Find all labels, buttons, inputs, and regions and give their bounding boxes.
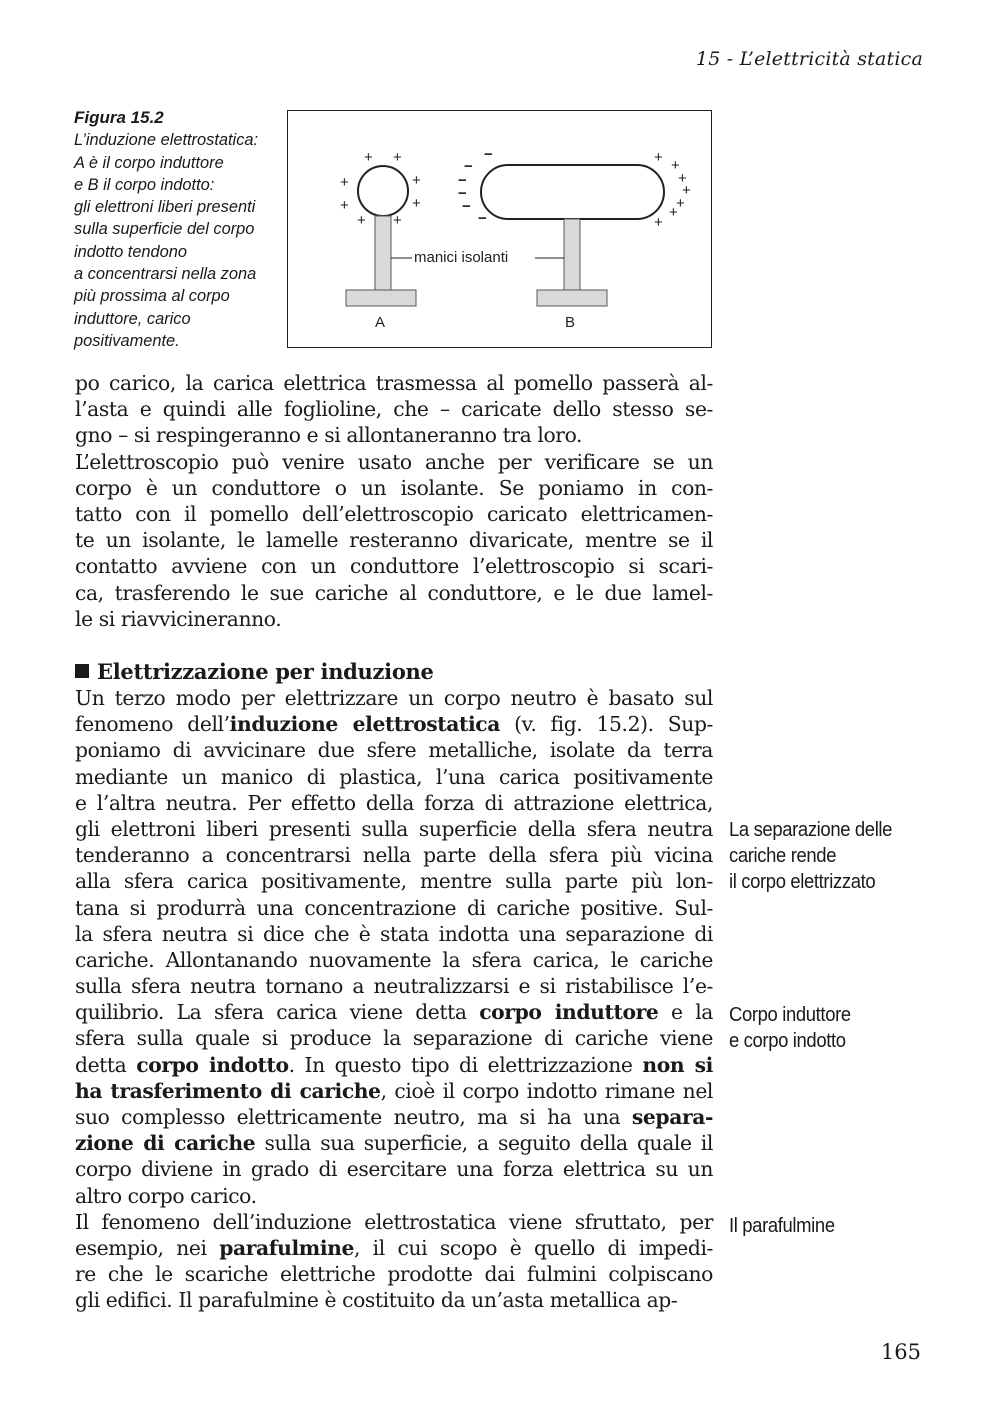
caption-line: indotto tendono	[74, 242, 188, 261]
text-segment: sfera sulla quale si produce la separazione di cariche viene	[75, 1026, 713, 1051]
minus-charge: −	[464, 158, 473, 175]
text-line: po carico, la carica elettrica trasmessa al pomello passerà al-	[75, 371, 713, 395]
text-line	[75, 868, 713, 894]
margin-note-line: La separazione delle	[729, 818, 893, 841]
minus-charge: −	[458, 172, 467, 189]
section-heading	[75, 659, 434, 684]
margin-note-separation	[729, 817, 892, 896]
text-segment: corpo diviene in grado di esercitare una forza elettrica su un	[75, 1157, 713, 1182]
margin-note-line: il corpo elettrizzato	[729, 870, 876, 894]
text-segment: re che le scariche elettriche prodotte dai fulmini colpiscano	[75, 1262, 713, 1287]
base-b	[537, 290, 607, 306]
plus-charge: +	[393, 212, 402, 229]
text-segment: gli elettroni liberi presenti sulla superficie della sfera neutra	[75, 816, 713, 841]
text-line: corpo è un conduttore o un isolante. Se poniamo in con-	[75, 475, 713, 500]
induced-body	[481, 165, 664, 219]
text-line: tatto con il pomello dell’elettroscopio caricato elettricamen-	[75, 501, 713, 526]
text-line: l’asta e quindi alle foglioline, che – caricate dello stesso se-	[75, 397, 713, 422]
text-line	[75, 1235, 713, 1261]
bold-term: non si	[642, 1052, 713, 1077]
text-segment: alla sfera carica positivamente, mentre sulla parte più lon-	[75, 869, 713, 894]
bold-term: parafulmine	[219, 1235, 354, 1260]
text-segment: mediante un manico di plastica, l’una carica positivamente	[75, 764, 713, 789]
text-line: le si riavvicineranno.	[75, 606, 282, 631]
text-segment: tenderanno a concentrarsi nella parte della sfera più vicina	[75, 843, 713, 868]
margin-note-line: Corpo induttore	[729, 1003, 851, 1026]
plus-charge: +	[676, 195, 685, 212]
plus-charge: +	[340, 197, 349, 214]
bold-term: zione di cariche	[75, 1131, 256, 1156]
induction-diagram	[288, 111, 713, 349]
margin-note-inductor	[729, 1002, 851, 1054]
text-segment: fenomeno dell’	[75, 712, 230, 737]
section-heading-text: Elettrizzazione per induzione	[97, 659, 434, 684]
text-segment: Il fenomeno dell’induzione elettrostatica viene sfruttato, per	[75, 1209, 713, 1234]
text-line: L’elettroscopio può venire usato anche per verificare se un	[75, 449, 713, 474]
plus-charge: +	[671, 157, 680, 174]
text-segment: (v. fig. 15.2). Sup-	[499, 712, 714, 737]
caption-line: A è il corpo induttore	[74, 153, 224, 172]
text-segment: sulla sfera neutra tornano a neutralizzarsi e si ristabilisce l’e-	[75, 974, 713, 999]
text-line	[75, 711, 713, 737]
caption-line: e B il corpo indotto:	[74, 175, 215, 194]
running-head: 15 - L’elettricità statica	[695, 48, 923, 70]
bold-term: separa-	[631, 1105, 713, 1129]
text-line	[75, 842, 713, 868]
bold-term: corpo induttore	[479, 1000, 659, 1025]
caption-line: gli elettroni liberi presenti	[74, 198, 256, 217]
caption-line: sulla superficie del corpo	[74, 220, 255, 239]
margin-note-line: Il parafulmine	[729, 1214, 835, 1237]
text-segment: Un terzo modo per elettrizzare un corpo neutro è basato sul	[75, 686, 713, 710]
text-line	[75, 1025, 713, 1051]
minus-charge: −	[484, 146, 493, 163]
insulating-handles-label: manici isolanti	[414, 249, 509, 266]
text-line: te un isolante, le lamelle resteranno divaricate, mentre se il	[75, 528, 713, 553]
plus-charge: +	[654, 214, 663, 231]
text-line	[75, 816, 713, 842]
minus-charge: −	[462, 198, 471, 215]
text-line	[75, 1209, 713, 1235]
margin-note-lightning-rod	[729, 1213, 835, 1239]
text-segment: tana si produrrà una concentrazione di cariche positive. Sul-	[75, 895, 713, 920]
text-line	[75, 973, 713, 999]
text-line: ca, trasferendo le sue cariche al conduttore, e le due lamel-	[75, 580, 713, 605]
caption-line: più prossima al corpo	[74, 287, 230, 306]
inductor-sphere	[358, 166, 408, 216]
text-line	[75, 895, 713, 921]
margin-note-line: e corpo indotto	[729, 1029, 846, 1053]
bold-term: induzione elettrostatica	[229, 712, 500, 737]
text-segment: detta	[75, 1052, 137, 1077]
plus-charge: +	[678, 170, 687, 187]
text-line	[75, 1052, 713, 1078]
insulating-handle-b	[564, 219, 580, 290]
induction-figure	[287, 110, 712, 348]
figure-caption	[74, 107, 279, 352]
caption-line: a concentrarsi nella zona	[74, 265, 257, 284]
plus-charge: +	[669, 204, 678, 221]
text-line	[75, 737, 713, 763]
text-segment: sulla sua superficie, a seguito della quale il	[255, 1131, 713, 1156]
paragraph-electroscope	[75, 370, 713, 632]
text-segment: la sfera neutra si dice che è stata indotta una separazione di	[75, 921, 713, 946]
margin-note-line: cariche rende	[729, 844, 837, 868]
caption-line: induttore, carico	[74, 309, 191, 328]
text-line	[75, 1078, 713, 1104]
caption-line: positivamente.	[74, 331, 180, 350]
text-line	[75, 1104, 713, 1130]
text-line	[75, 921, 713, 947]
body-a-letter: A	[375, 314, 386, 331]
plus-charge: +	[393, 149, 402, 166]
minus-charge: −	[458, 185, 467, 202]
text-line	[75, 1287, 713, 1313]
text-segment: altro corpo carico.	[75, 1183, 257, 1208]
page-number: 165	[880, 1340, 921, 1364]
plus-charge: +	[412, 172, 421, 189]
minus-charge: −	[478, 210, 487, 227]
text-segment: , cioè il corpo indotto rimane nel	[380, 1078, 714, 1103]
text-segment: poniamo di avvicinare due sfere metalliche, isolate da terra	[75, 738, 713, 763]
insulating-handle-a	[375, 216, 391, 290]
text-line	[75, 1261, 713, 1287]
text-line	[75, 764, 713, 790]
text-line	[75, 947, 713, 973]
text-segment: gli edifici. Il parafulmine è costituito da un’asta metallica ap-	[75, 1288, 678, 1313]
text-segment: . In questo tipo di elettrizzazione	[288, 1052, 643, 1077]
plus-charge: +	[412, 195, 421, 212]
plus-charge: +	[682, 182, 691, 199]
text-line: gno – si respingeranno e si allontaneranno tra loro.	[75, 423, 583, 448]
text-line	[75, 1156, 713, 1182]
base-a	[346, 290, 416, 306]
plus-charge: +	[364, 149, 373, 166]
caption-line: L’induzione elettrostatica:	[74, 131, 259, 150]
text-segment: e la	[658, 1000, 713, 1025]
square-bullet-icon	[75, 664, 89, 678]
text-segment: cariche. Allontanando nuovamente la sfera carica, le cariche	[75, 947, 713, 972]
text-segment: e l’altra neutra. Per effetto della forza di attrazione elettrica,	[75, 790, 713, 815]
section-body	[75, 685, 713, 1314]
text-segment: , il cui scopo è quello di impedi-	[353, 1235, 713, 1260]
text-line: contatto avviene con un conduttore l’elettroscopio si scari-	[75, 554, 713, 579]
text-line	[75, 790, 713, 816]
text-segment: quilibrio. La sfera carica viene detta	[75, 1000, 480, 1025]
text-segment: esempio, nei	[75, 1235, 220, 1260]
text-line	[75, 1130, 713, 1156]
text-line	[75, 999, 713, 1025]
bold-term: corpo indotto	[136, 1052, 289, 1077]
text-line	[75, 685, 713, 711]
text-segment: suo complesso elettricamente neutro, ma si ha una	[75, 1105, 632, 1129]
plus-charge: +	[340, 174, 349, 191]
bold-term: ha trasferimento di cariche	[75, 1078, 381, 1103]
plus-charge: +	[654, 149, 663, 166]
text-line	[75, 1183, 713, 1209]
body-b-letter: B	[565, 314, 576, 331]
plus-charge: +	[357, 212, 366, 229]
figure-label: Figura 15.2	[74, 108, 164, 127]
